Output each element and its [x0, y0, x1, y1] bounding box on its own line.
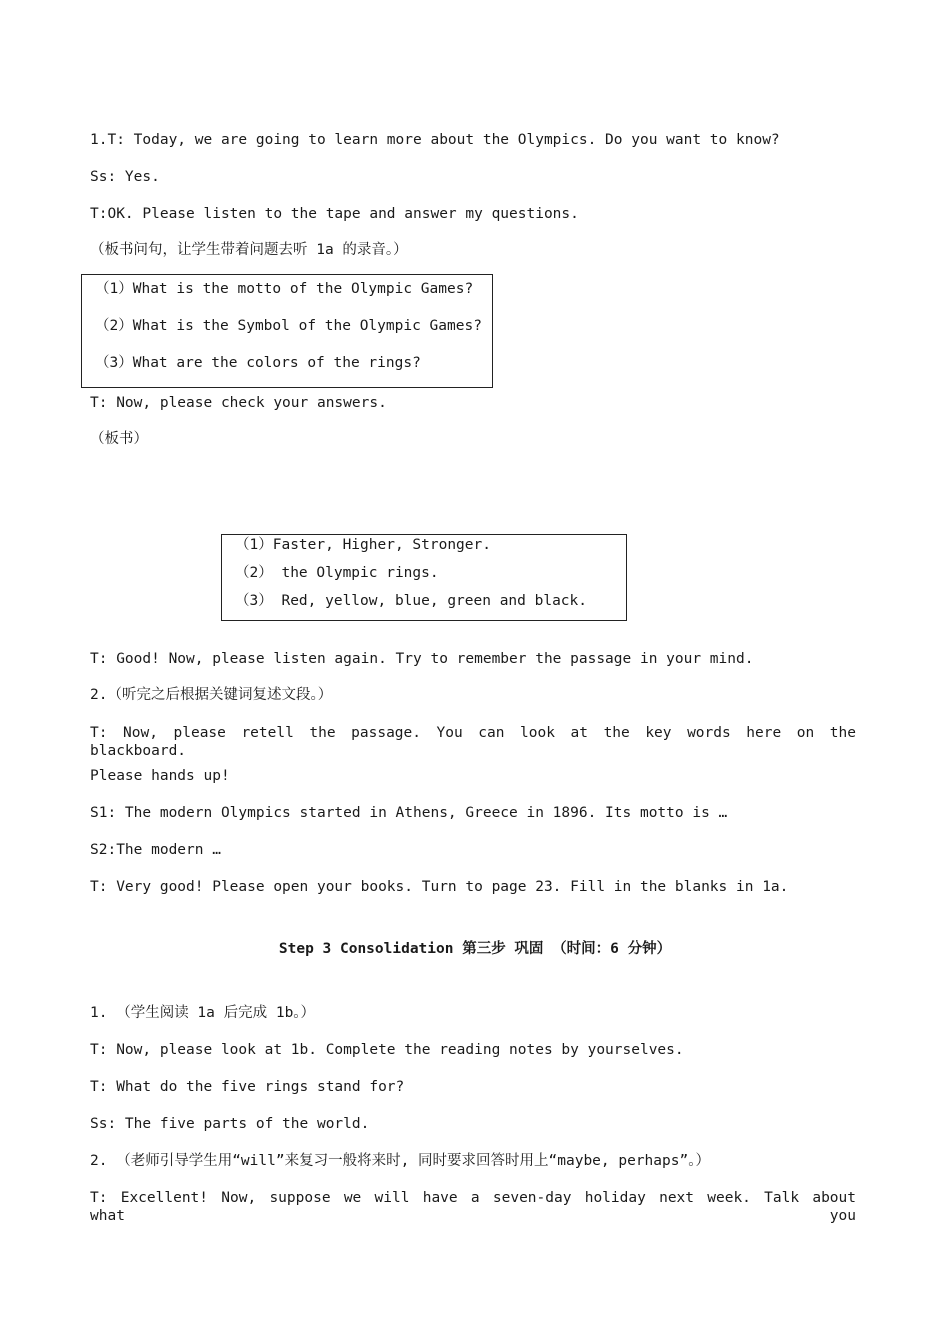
- instruction-note: 1. （学生阅读 1a 后完成 1b。）: [90, 1005, 316, 1021]
- dialogue-line: T: Excellent! Now, suppose we will have a seven-day holiday next week. Talk about what you: [90, 1190, 856, 1224]
- question-item: （2）What is the Symbol of the Olympic Games?: [95, 318, 482, 334]
- dialogue-line: Ss: Yes.: [90, 169, 160, 185]
- questions-box: [81, 274, 493, 388]
- dialogue-line: T: Good! Now, please listen again. Try to remember the passage in your mind.: [90, 651, 754, 667]
- step3-heading: Step 3 Consolidation 第三步 巩固 （时间：6 分钟）: [278, 941, 672, 957]
- dialogue-line: T: Very good! Please open your books. Turn to page 23. Fill in the blanks in 1a.: [90, 879, 789, 895]
- dialogue-line: T: Now, please look at 1b. Complete the reading notes by yourselves.: [90, 1042, 684, 1058]
- answer-item: （1）Faster, Higher, Stronger.: [235, 537, 491, 553]
- dialogue-line: S2:The modern …: [90, 842, 221, 858]
- dialogue-line: Ss: The five parts of the world.: [90, 1116, 370, 1132]
- instruction-note: 2.（听完之后根据关键词复述文段。）: [90, 687, 333, 703]
- instruction-note: 2. （老师引导学生用“will”来复习一般将来时, 同时要求回答时用上“maybe, perhaps”。）: [90, 1153, 710, 1169]
- dialogue-line: S1: The modern Olympics started in Athens, Greece in 1896. Its motto is …: [90, 805, 728, 821]
- instruction-note: （板书）: [90, 431, 148, 447]
- answer-item: （2） the Olympic rings.: [235, 565, 439, 581]
- dialogue-line: T:OK. Please listen to the tape and answer my questions.: [90, 206, 579, 222]
- question-item: （1）What is the motto of the Olympic Games?: [95, 281, 474, 297]
- answer-item: （3） Red, yellow, blue, green and black.: [235, 593, 588, 609]
- instruction-note: （板书问句，让学生带着问题去听 1a 的录音。）: [90, 242, 408, 258]
- dialogue-line: T: Now, please check your answers.: [90, 395, 387, 411]
- dialogue-line: Please hands up!: [90, 768, 230, 784]
- answers-box: [221, 534, 627, 621]
- question-item: （3）What are the colors of the rings?: [95, 355, 421, 371]
- dialogue-line: T: What do the five rings stand for?: [90, 1079, 405, 1095]
- dialogue-line: 1.T: Today, we are going to learn more about the Olympics. Do you want to know?: [90, 132, 780, 148]
- dialogue-line: T: Now, please retell the passage. You can look at the key words here on the blackboard.: [90, 725, 856, 759]
